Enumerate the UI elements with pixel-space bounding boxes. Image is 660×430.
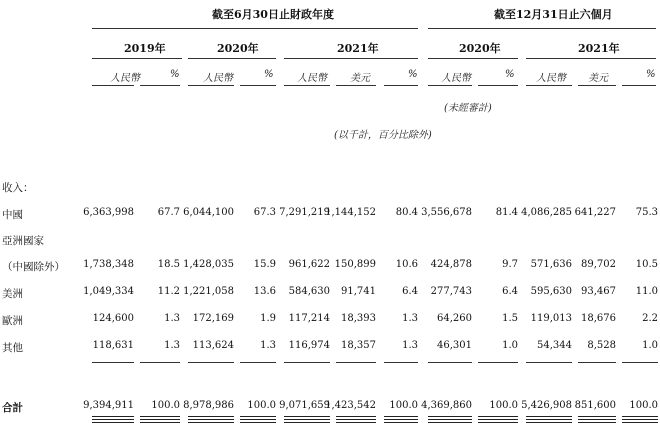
unit-rmb-2020-fy: 人民幣: [203, 73, 233, 84]
total-double-rule: [188, 416, 234, 425]
table-cell: 54,344: [537, 340, 572, 351]
rule-unit-6: [336, 85, 376, 86]
row-label-asia: 亞洲國家: [2, 235, 44, 247]
table-cell: 1,049,334: [83, 286, 134, 297]
table-cell: 10.6: [395, 259, 418, 270]
rule-year-2019: [92, 58, 182, 59]
rule-fiscal-year: [92, 28, 418, 29]
table-cell: 571,636: [530, 259, 572, 270]
row-label-americas: 美洲: [2, 288, 23, 300]
table-cell: 1.3: [402, 340, 418, 351]
subtotal-rule: [478, 362, 518, 363]
total-double-rule: [428, 416, 472, 425]
rule-year-2020-six: [428, 58, 518, 59]
total-double-rule: [336, 416, 376, 425]
table-cell: 1.9: [260, 313, 276, 324]
table-cell: 93,467: [581, 286, 616, 297]
total-double-rule: [140, 416, 180, 425]
table-cell: 89,702: [581, 259, 616, 270]
total-double-rule: [478, 416, 518, 425]
unit-pct-2021-fy: %: [408, 69, 418, 80]
subtotal-rule: [284, 362, 330, 363]
subtotal-rule: [140, 362, 180, 363]
table-cell: 8,528: [587, 340, 616, 351]
rule-unit-9: [478, 85, 518, 86]
table-cell: 1.3: [164, 340, 180, 351]
header-year-2020-fy: 2020年: [217, 42, 259, 55]
table-cell: 119,013: [530, 313, 572, 324]
unaudited-note: (未經審計): [444, 103, 492, 114]
table-cell: 4,369,860: [421, 400, 472, 411]
table-cell: 11.0: [635, 286, 658, 297]
table-cell: 18,676: [581, 313, 616, 324]
subtotal-rule: [188, 362, 234, 363]
total-double-rule: [284, 416, 330, 425]
table-cell: 67.7: [157, 207, 180, 218]
rule-unit-5: [284, 85, 330, 86]
row-label-asia-ex-china: （中國除外）: [2, 261, 65, 273]
table-cell: 1,738,348: [83, 259, 134, 270]
table-cell: 2.2: [642, 313, 658, 324]
subtotal-rule: [578, 362, 616, 363]
rule-unit-7: [384, 85, 418, 86]
table-cell: 91,741: [341, 286, 376, 297]
table-cell: 64,260: [437, 313, 472, 324]
total-double-rule: [92, 416, 134, 425]
table-cell: 1,144,152: [325, 207, 376, 218]
unit-pct-2021-six: %: [646, 69, 656, 80]
table-cell: 5,426,908: [521, 400, 572, 411]
total-double-rule: [384, 416, 418, 425]
rule-six-months: [428, 28, 656, 29]
table-cell: 9.7: [502, 259, 518, 270]
row-label-total: 合計: [2, 402, 23, 414]
table-cell: 172,169: [192, 313, 234, 324]
total-double-rule: [578, 416, 616, 425]
table-cell: 124,600: [92, 313, 134, 324]
subtotal-rule: [336, 362, 376, 363]
table-cell: 13.6: [253, 286, 276, 297]
table-cell: 100.0: [389, 400, 418, 411]
total-double-rule: [622, 416, 658, 425]
subtotal-rule: [240, 362, 276, 363]
units-note: (以千計，百分比除外): [334, 130, 432, 141]
header-year-2019: 2019年: [124, 42, 166, 55]
subtotal-rule: [428, 362, 472, 363]
rule-year-2020-fy: [188, 58, 276, 59]
table-cell: 18,393: [341, 313, 376, 324]
table-cell: 1,423,542: [325, 400, 376, 411]
table-cell: 584,630: [288, 286, 330, 297]
unit-rmb-2021-fy: 人民幣: [297, 73, 327, 84]
table-cell: 116,974: [288, 340, 330, 351]
table-cell: 18,357: [341, 340, 376, 351]
header-group-fiscal-year: 截至6月30日止財政年度: [212, 8, 334, 21]
table-cell: 1.3: [260, 340, 276, 351]
rule-unit-3: [188, 85, 234, 86]
row-label-china: 中國: [2, 209, 23, 221]
total-double-rule: [240, 416, 276, 425]
header-group-six-months: 截至12月31日止六個月: [494, 8, 613, 21]
table-cell: 6.4: [402, 286, 418, 297]
table-cell: 1.5: [502, 313, 518, 324]
table-cell: 75.3: [635, 207, 658, 218]
table-cell: 100.0: [151, 400, 180, 411]
table-cell: 424,878: [430, 259, 472, 270]
table-cell: 1,428,035: [183, 259, 234, 270]
table-cell: 100.0: [247, 400, 276, 411]
table-cell: 100.0: [629, 400, 658, 411]
total-double-rule: [526, 416, 572, 425]
rule-unit-8: [428, 85, 472, 86]
table-cell: 7,291,219: [279, 207, 330, 218]
rule-unit-2: [140, 85, 180, 86]
header-year-2021-fy: 2021年: [337, 42, 379, 55]
rule-unit-10: [526, 85, 572, 86]
table-cell: 67.3: [253, 207, 276, 218]
unit-rmb-2021-six: 人民幣: [536, 73, 566, 84]
table-cell: 9,071,659: [279, 400, 330, 411]
table-cell: 6,044,100: [183, 207, 234, 218]
rule-year-2021-six: [526, 58, 656, 59]
rule-unit-4: [240, 85, 276, 86]
table-cell: 10.5: [635, 259, 658, 270]
row-label-europe: 歐洲: [2, 315, 23, 327]
table-cell: 113,624: [192, 340, 234, 351]
table-cell: 595,630: [530, 286, 572, 297]
table-cell: 1.3: [402, 313, 418, 324]
table-cell: 3,556,678: [421, 207, 472, 218]
table-cell: 8,978,986: [183, 400, 234, 411]
subtotal-rule: [384, 362, 418, 363]
table-cell: 4,086,285: [521, 207, 572, 218]
table-cell: 81.4: [495, 207, 518, 218]
unit-pct-2020-six: %: [505, 69, 515, 80]
table-cell: 118,631: [92, 340, 134, 351]
table-cell: 6,363,998: [83, 207, 134, 218]
unit-rmb-2020-six: 人民幣: [441, 73, 471, 84]
table-cell: 15.9: [253, 259, 276, 270]
rule-year-2021-fy: [284, 58, 418, 59]
table-cell: 46,301: [437, 340, 472, 351]
subtotal-rule: [622, 362, 658, 363]
table-cell: 1.3: [164, 313, 180, 324]
unit-pct-2020-fy: %: [264, 69, 274, 80]
table-cell: 18.5: [157, 259, 180, 270]
table-cell: 9,394,911: [83, 400, 134, 411]
table-cell: 1.0: [642, 340, 658, 351]
header-year-2020-six: 2020年: [459, 42, 501, 55]
rule-unit-11: [578, 85, 616, 86]
row-label-other: 其他: [2, 342, 23, 354]
table-cell: 11.2: [157, 286, 180, 297]
table-cell: 961,622: [288, 259, 330, 270]
unit-usd-2021-six: 美元: [588, 73, 608, 84]
unit-rmb-2019: 人民幣: [110, 73, 140, 84]
subtotal-rule: [526, 362, 572, 363]
table-cell: 641,227: [574, 207, 616, 218]
table-cell: 6.4: [502, 286, 518, 297]
rule-unit-12: [622, 85, 656, 86]
table-cell: 150,899: [334, 259, 376, 270]
subtotal-rule: [92, 362, 134, 363]
table-cell: 277,743: [430, 286, 472, 297]
table-cell: 851,600: [574, 400, 616, 411]
table-cell: 1.0: [502, 340, 518, 351]
table-cell: 100.0: [489, 400, 518, 411]
table-cell: 80.4: [395, 207, 418, 218]
unit-pct-2019: %: [170, 69, 180, 80]
table-cell: 1,221,058: [183, 286, 234, 297]
revenue-label: 收入：: [2, 182, 34, 194]
rule-unit-1: [92, 85, 134, 86]
header-year-2021-six: 2021年: [578, 42, 620, 55]
unit-usd-2021-fy: 美元: [350, 73, 370, 84]
table-cell: 117,214: [288, 313, 330, 324]
